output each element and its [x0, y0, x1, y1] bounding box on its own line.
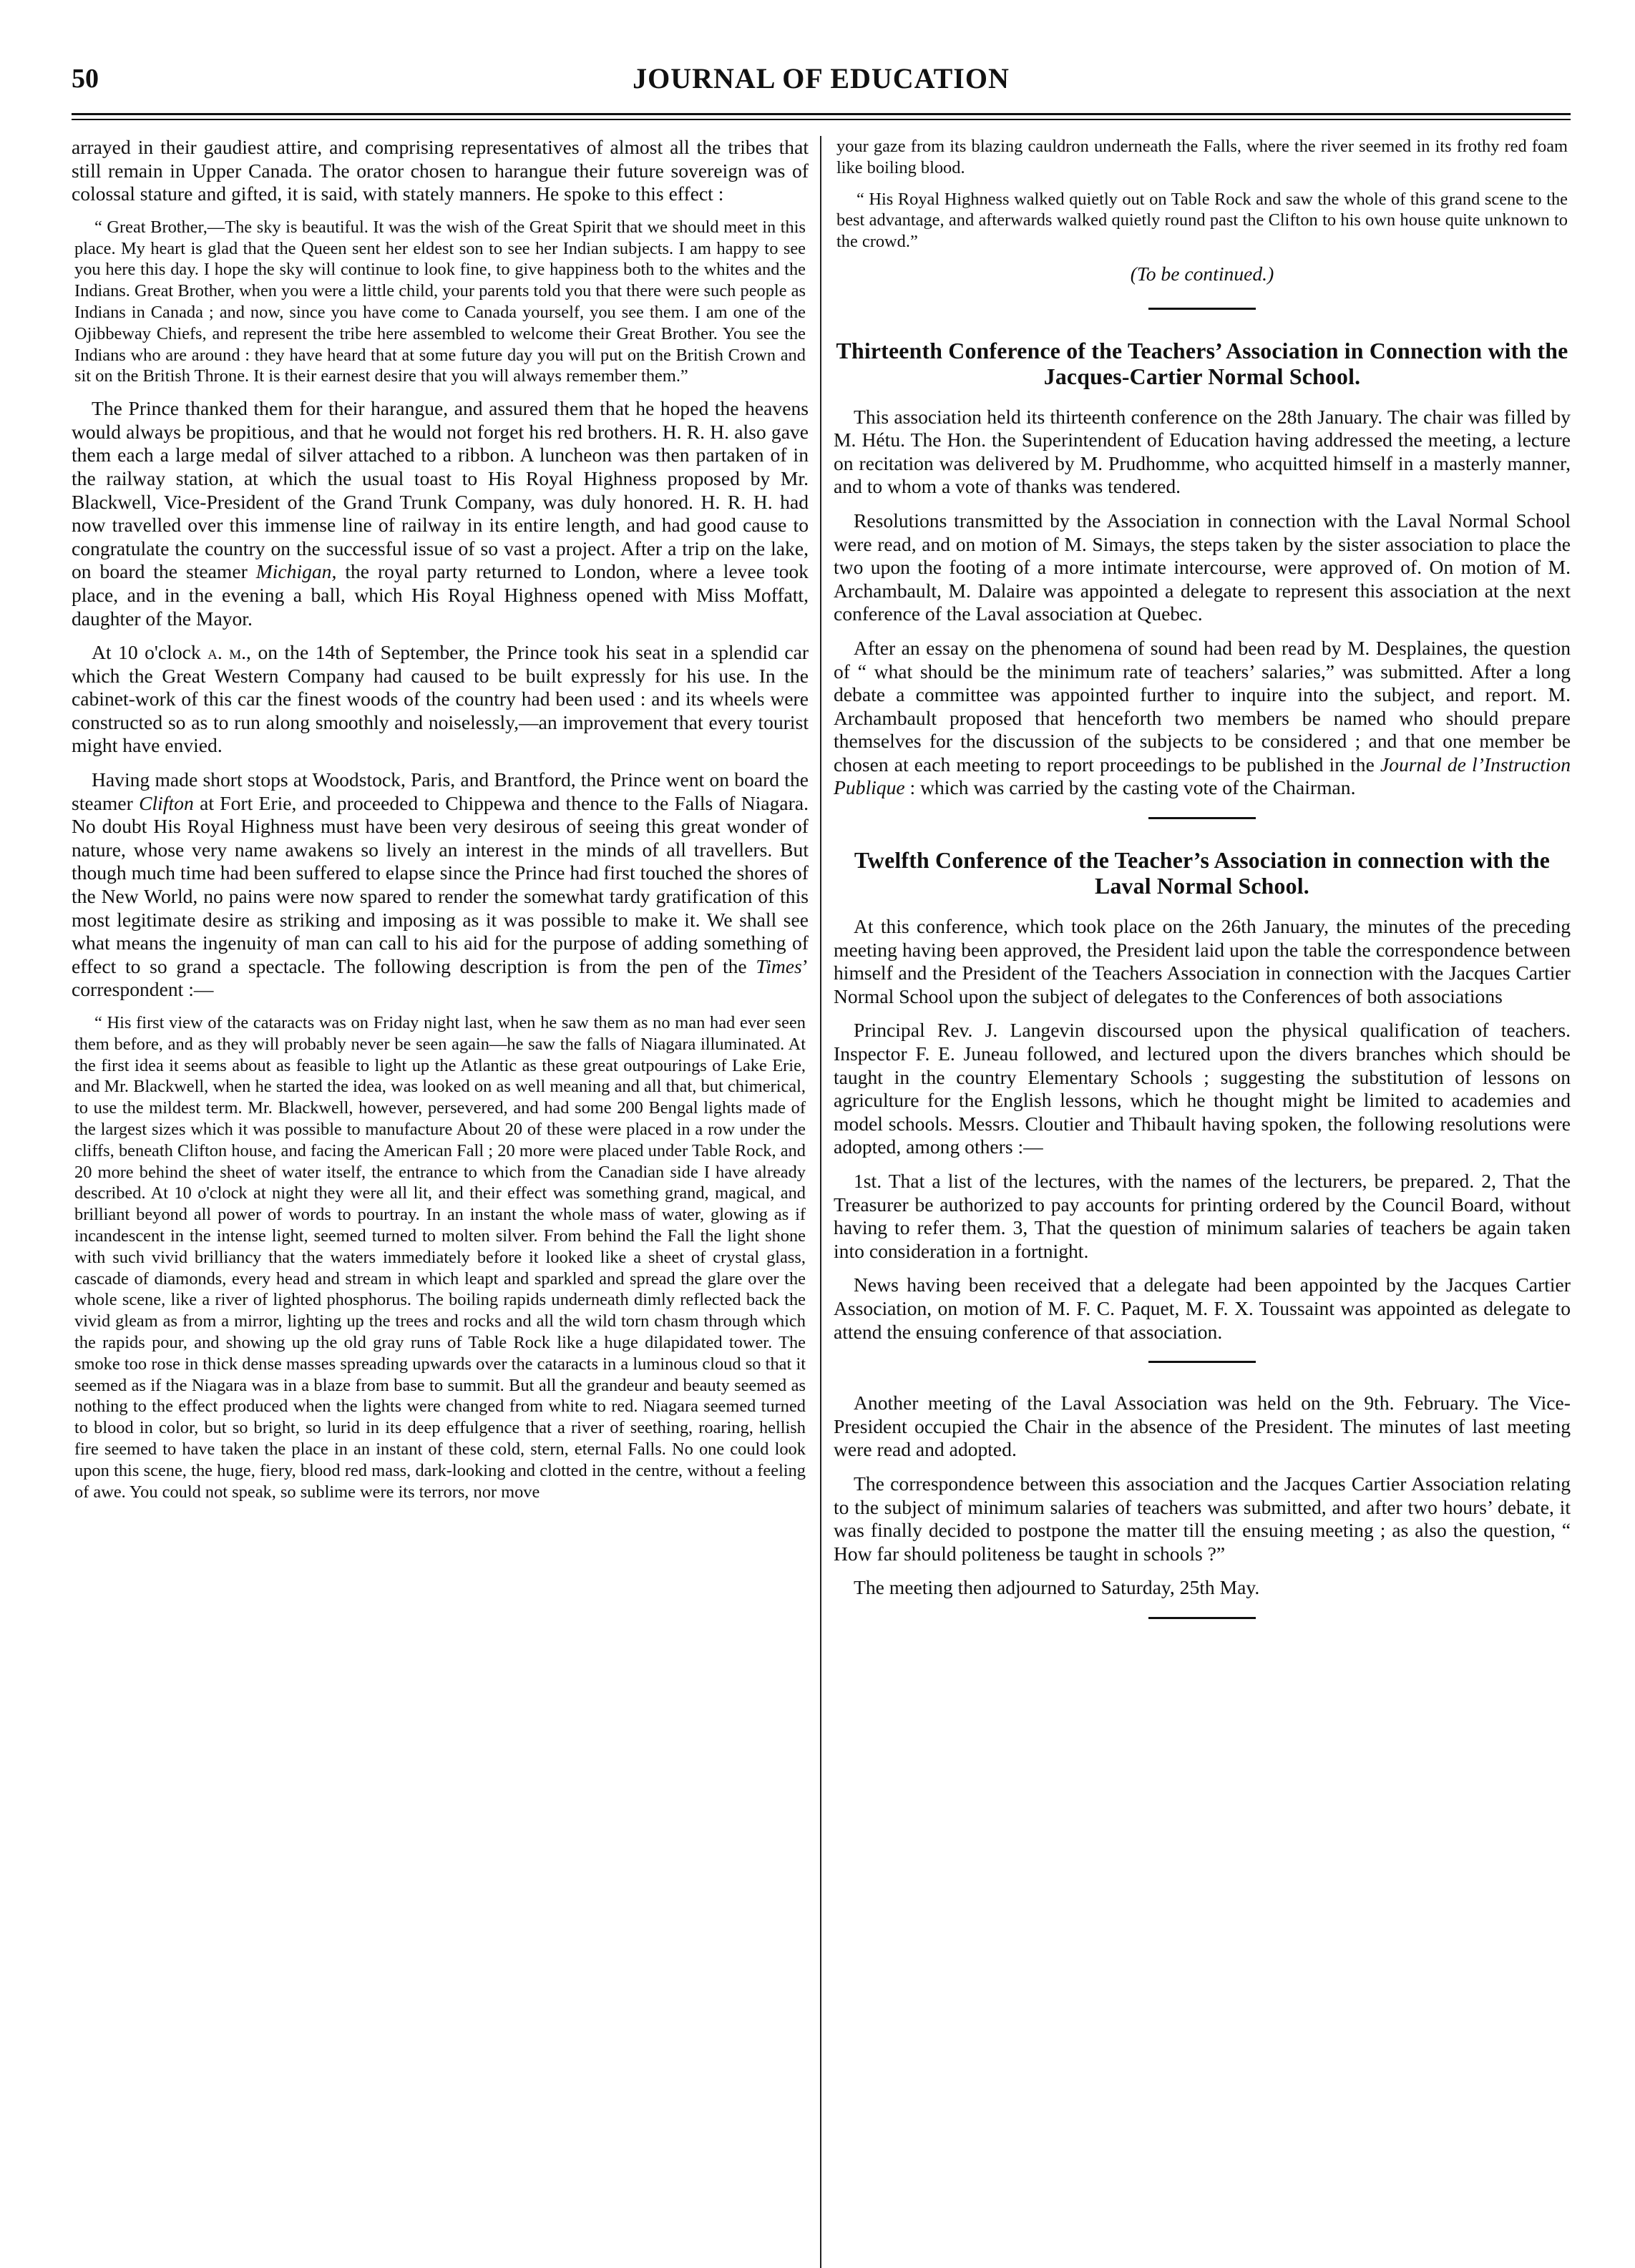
quote-paragraph: your gaze from its blazing cauldron underneath the Falls, where the river seemed in its frothy red foam like boiling blood. — [836, 137, 1568, 177]
section-rule — [1148, 817, 1256, 819]
article-heading: Twelfth Conference of the Teacher’s Association in connection with the Laval Normal School. — [854, 848, 1551, 899]
page-header — [72, 57, 1571, 100]
quote-times-correspondent — [72, 1012, 809, 1502]
quote-chief-speech — [72, 217, 809, 387]
paragraph: The meeting then adjourned to Saturday, 25th May. — [854, 1576, 1260, 1599]
paragraph-prince-thanks: The Prince thanked them for their harangue, and assured them that he hoped the heavens would always be propitious, and that he would not forget his red brothers. H. R. H. also gave them each a large medal of silver attached to a ribbon. A luncheon was then partaken of in the railway station, at which the usual toast to His Royal Highness proposed by Mr. Blackwell, Vice-President of the Grand Trunk Company, was duly honored. H. R. H. had now travelled over this immense line of railway in its entire length, and had good cause to congratulate the country on the successful issue of so vast a project. After a trip on the lake, on board the steamer Michigan, the royal party returned to London, where a levee took place, and in the evening a ball, which His Royal Highness opened with Miss Moffatt, daughter of the Mayor. — [72, 397, 809, 630]
right-column — [834, 136, 1571, 1648]
left-column — [72, 136, 809, 1648]
article-heading: Thirteenth Conference of the Teachers’ Association in Connection with the Jacques-Cartier Normal School. — [836, 338, 1568, 389]
paragraph-intro: arrayed in their gaudiest attire, and comprising representatives of almost all the tribes that still remain in Upper Canada. The orator chosen to harangue their future sovereign was of colossal stature and gifted, it is said, with stately manners. He spoke to this effect : — [72, 136, 809, 205]
header-rule — [72, 113, 1571, 120]
section-rule — [1148, 1617, 1256, 1619]
paragraph: 1st. That a list of the lectures, with the names of the lecturers, be prepared. 2, That the Treasurer be authorized to pay accounts for printing ordered by the Council Board, without having to refer them. 3, That the question of minimum salaries of teachers be again taken into consideration in a fortnight. — [834, 1170, 1571, 1262]
page-number: 50 — [72, 64, 99, 94]
to-be-continued: (To be continued.) — [1130, 262, 1274, 285]
paragraph: This association held its thirteenth conference on the 28th January. The chair was filled by M. Hétu. The Hon. the Superintendent of Education having addressed the meeting, a lecture on recitation was delivered by M. Prudhomme, who acquitted himself in a masterly manner, and to whom a vote of thanks was tendered. — [834, 405, 1571, 498]
quote-paragraph: “ Great Brother,—The sky is beautiful. It was the wish of the Great Spirit that we should meet in this place. My heart is glad that the Queen sent her eldest son to see her Indian subjects. I am happy to see you here this day. I hope the sky will continue to look fine, to give happiness both to the whites and the Indians. Great Brother, when you were a little child, your parents told you that there were such people as Indians in Canada ; and now, since you have come to Canada yourself, you see them. I am one of the Ojibbeway Chiefs, and represent the tribe here assembled to welcome their Great Brother. You see the Indians who are around : they have heard that at some future day you will put on the British Crown and sit on the British Throne. It is their earnest desire that you will always remember them.” — [74, 217, 806, 386]
paragraph: After an essay on the phenomena of sound had been read by M. Desplaines, the question of “ what should be the minimum rate of teachers’ salaries,” was submitted. After a long debate a committee was appointed further to inquire into the subject, and report. M. Archambault proposed that henceforth two members be named who should prepare themselves for the discussion of the subjects to be considered ; and that one member be chosen at each meeting to report proceedings to be published in the Journal de l’Instruction Publique : which was carried by the casting vote of the Chairman. — [834, 636, 1571, 799]
journal-title: Journal de l’Instruction Publique — [834, 753, 1571, 799]
quote-paragraph: “ His first view of the cataracts was on Friday night last, when he saw them as no man had ever seen them before, and as they will probably never be seen again—he saw the falls of Niagara illuminated. At the first idea it seems about as feasible to light up the Atlantic as these great outpourings of Lake Erie, and Mr. Blackwell, when he started the idea, was looked on as well meaning and all that, but chimerical, to use the mildest term. Mr. Blackwell, however, persevered, and had some 200 Bengal lights made of the largest sizes which it was possible to manufacture About 20 of these were placed in a row under the cliffs, beneath Clifton house, and facing the American Fall ; 20 more were placed under Table Rock, and 20 more behind the sheet of water itself, the entrance to which from the Canadian side I have already described. At 10 o'clock at night they were all lit, and their effect was something grand, magical, and brilliant beyond all power of words to pourtray. In an instant the whole mass of water, glowing as if incandescent in the intense light, seemed turned to molten silver. From behind the Fall the light shone with such vivid brilliancy that the waters immediately before it looked like a sheet of crystal glass, cascade of diamonds, every head and stream in which leapt and sparkled and spread the glare over the whole scene, like a river of lighted phosphorus. The boiling rapids underneath dimly reflected back the vivid gleam as from a mirror, lighting up the trees and rocks and all the wild torn chasm through which the rapids pour, and showing up the old gray runs of Table Rock like a huge dilapidated tower. The smoke too rose in thick dense masses spreading upwards over the cataracts in a luminous cloud so that it seemed as if the Niagara was in a blaze from base to summit. But all the grandeur and beauty seemed as nothing to the effect produced when the lights were changed from white to red. Niagara seemed turned to blood in color, but so bright, so lurid in its deep effulgence that a river of seething, roaring, hellish fire seemed to have taken the place in an instant of these cold, stern, eternal Falls. No one could look upon this scene, the huge, fiery, blood red mass, dark-looking and clotted in the centre, without a feeling of awe. You could not speak, so sublime were its terrors, nor move — [74, 1013, 806, 1502]
ship-name: Michigan, — [255, 560, 337, 583]
paragraph: At this conference, which took place on the 26th January, the minutes of the preceding meeting having been approved, the President laid upon the table the correspondence between himself and the President of the Teachers Association in connection with the Jacques Cartier Normal School upon the subject of delegates to the Conferences of both associations — [834, 915, 1571, 1007]
section-rule — [1148, 308, 1256, 310]
ship-name: Clifton — [139, 791, 194, 814]
paragraph-niagara: Having made short stops at Woodstock, Paris, and Brantford, the Prince went on board the steamer Clifton at Fort Erie, and proceeded to Chippewa and thence to the Falls of Niagara. No doubt His Royal Highness must have been very desirous of seeing this great wonder of nature, whose very name awakens so lively an interest in the minds of all travellers. But though much time had been suffered to elapse since the Prince had first touched the shores of the New World, no pains were now spared to render the somewhat tardy gratification of this most legitimate desire as striking and imposing as it was possible to make it. We shall see what means the ingenuity of man can call to his aid for the purpose of adding something of effect to so grand a spectacle. The following description is from the pen of the Times’ correspondent :— — [72, 768, 809, 1001]
quote-paragraph: “ His Royal Highness walked quietly out on Table Rock and saw the whole of this grand scene to the best advantage, and afterwards walked quietly round past the Clifton to his own house quite unknown to the crowd.” — [836, 189, 1568, 252]
newspaper-name: Times — [756, 954, 802, 977]
paragraph-great-western: At 10 o'clock a. m., on the 14th of September, the Prince took his seat in a splendid car which the Great Western Company had caused to be built expressly for his use. In the cabinet-work of this car the finest woods of the country had been used : and its wheels were constructed so as to run along smoothly and noiselessly,—an improvement that every tourist might have envied. — [72, 641, 809, 757]
quote-continuation — [834, 136, 1571, 253]
two-column-body — [72, 136, 1571, 1648]
paragraph: Another meeting of the Laval Association was held on the 9th. February. The Vice-President occupied the Chair in the absence of the President. The minutes of last meeting were read and adopted. — [834, 1392, 1571, 1461]
paragraph: The correspondence between this association and the Jacques Cartier Association relating to the subject of minimum salaries of teachers was submitted, and after two hours’ debate, it was finally decided to postpone the matter till the ensuing meeting ; as also the question, “ How far should politeness be taught in schools ?” — [834, 1472, 1571, 1565]
section-rule — [1148, 1361, 1256, 1363]
column-divider — [820, 136, 821, 2268]
paragraph: Principal Rev. J. Langevin discoursed upon the physical qualification of teachers. Inspector F. E. Juneau followed, and lectured upon the divers branches which should be taught in the country Elementary Schools ; suggesting the substitution of lessons on agriculture for the English lessons, which he thought might be limited to academies and model schools. Messrs. Cloutier and Thibault having spoken, the following resolutions were adopted, among others :— — [834, 1019, 1571, 1158]
paragraph: Resolutions transmitted by the Association in connection with the Laval Normal School were read, and on motion of M. Simays, the steps taken by the sister association to place the two upon the footing of a more intimate intercourse, were approved of. On motion of M. Archambault, M. Dalaire was appointed a delegate to represent this association at the next conference of the Laval association at Quebec. — [834, 509, 1571, 625]
running-title: JOURNAL OF EDUCATION — [633, 62, 1010, 94]
paragraph: News having been received that a delegate had been appointed by the Jacques Cartier Association, on motion of M. F. C. Paquet, M. F. X. Toussaint was appointed as delegate to attend the ensuing conference of that association. — [834, 1274, 1571, 1343]
